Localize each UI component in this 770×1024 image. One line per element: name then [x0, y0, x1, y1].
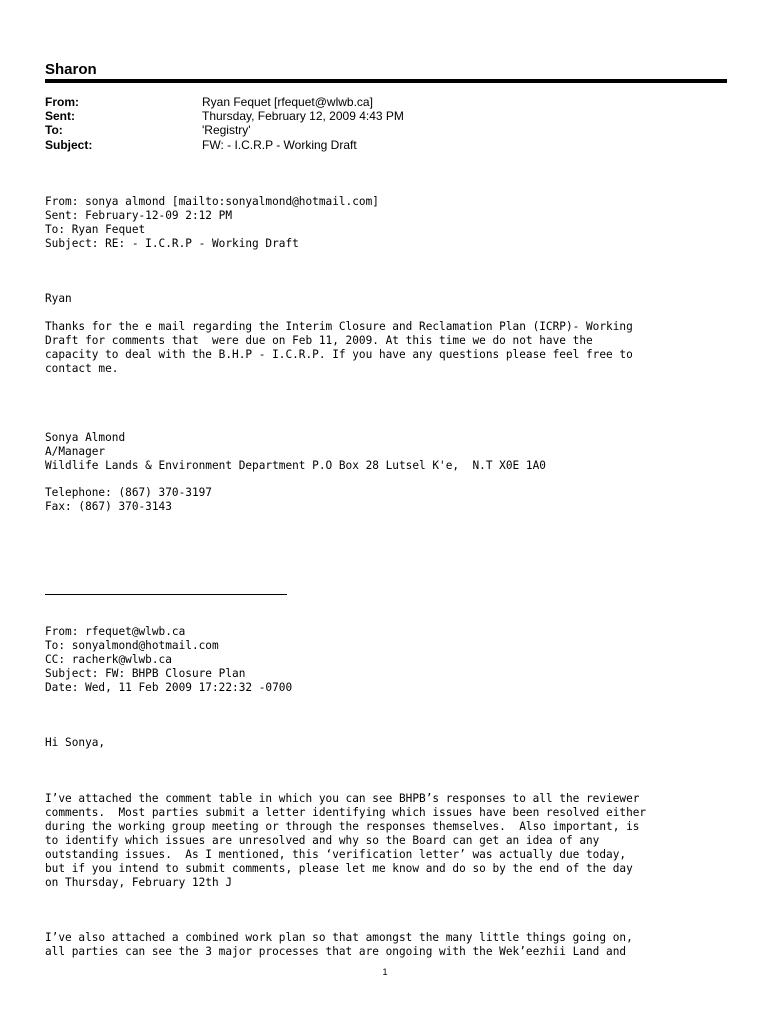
forward-paragraph-1: I’ve attached the comment table in which you can see BHPB’s responses to all the reviewer comments. Most parties submit a letter identifying which issues have been resolved either during the working group meeting or through the responses themselves. Also important, is to identify which issues are unresolved and why so the Board can get an idea of any outstanding issues. As I mentioned, this ‘verification letter’ was actually due today, but if you intend to submit comments, please let me know and do so by the end of the day on Thursday, February 12th J	[45, 792, 647, 889]
reply-message: Thanks for the e mail regarding the Interim Closure and Reclamation Plan (ICRP)- Working Draft for comments that were due on Feb 11, 2009. At this time we do not have the capacity to deal with the B.H.P - I.C.R.P. If you have any questions please feel free to contact me.	[45, 320, 633, 375]
from-label: From:	[45, 95, 79, 109]
sent-label: Sent:	[45, 109, 75, 123]
reply-signature: Sonya Almond A/Manager Wildlife Lands & Environment Department P.O Box 28 Lutsel K'e, N.T X0E 1A0	[45, 431, 546, 472]
page-number: 1	[382, 967, 388, 977]
reply-greeting: Ryan	[45, 292, 72, 305]
forward-greeting: Hi Sonya,	[45, 736, 106, 749]
reply-contact: Telephone: (867) 370-3197 Fax: (867) 370-3143	[45, 486, 212, 513]
subject-value: FW: - I.C.R.P - Working Draft	[202, 138, 357, 152]
to-label: To:	[45, 123, 63, 137]
sender-name-heading: Sharon	[45, 61, 97, 78]
from-value: Ryan Fequet [rfequet@wlwb.ca]	[202, 95, 373, 109]
forward-header: From: rfequet@wlwb.ca To: sonyalmond@hotmail.com CC: racherk@wlwb.ca Subject: FW: BHPB Closure Plan Date: Wed, 11 Feb 2009 17:22:32 -0700	[45, 625, 293, 694]
sent-value: Thursday, February 12, 2009 4:43 PM	[202, 109, 404, 123]
subject-label: Subject:	[45, 138, 93, 152]
quoted-message-separator	[45, 594, 287, 595]
header-rule	[45, 79, 727, 83]
forward-paragraph-2: I’ve also attached a combined work plan so that amongst the many little things going on, all parties can see the 3 major processes that are ongoing with the Wek’eezhii Land and	[45, 931, 633, 958]
to-value: 'Registry'	[202, 123, 251, 137]
reply-header: From: sonya almond [mailto:sonyalmond@hotmail.com] Sent: February-12-09 2:12 PM To: Ryan Fequet Subject: RE: - I.C.R.P - Working Draft	[45, 195, 379, 250]
